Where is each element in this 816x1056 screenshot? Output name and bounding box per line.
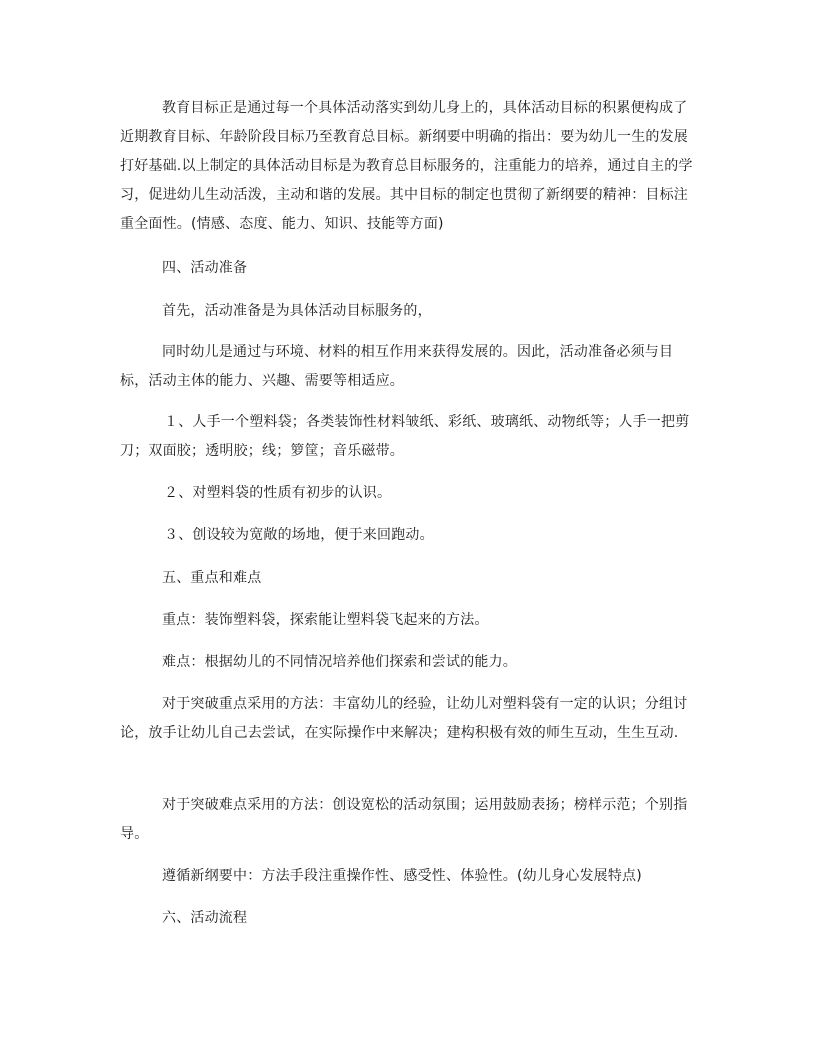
preparation-item-3: ３、创设较为宽敞的场地，便于来回跑动。 xyxy=(164,527,434,543)
paragraph-difficult-point: 难点：根据幼儿的不同情况培养他们探索和尝试的能力。 xyxy=(162,654,517,670)
paragraph-goal-explanation: 教育目标正是通过每一个具体活动落实到幼儿身上的，具体活动目标的积累便构成了近期教育目标、年龄阶段目标乃至教育总目标。新纲要中明确的指出：要为幼儿一生的发展打好基础.以上制定的具体活动目标是为教育总目标服务的，注重能力的培养，通过自主的学习，促进幼儿生动活泼，主动和谐的发展。其中目标的制定也贯彻了新纲要的精神：目标注重全面性。(情感、态度、能力、知识、技能等方面) xyxy=(120,100,693,232)
paragraph-key-point-methods: 对于突破重点采用的方法：丰富幼儿的经验，让幼儿对塑料袋有一定的认识；分组讨论，放手让幼儿自己去尝试，在实际操作中来解决；建构积极有效的师生互动，生生互动. xyxy=(120,696,688,741)
paragraph-preparation-environment: 同时幼儿是通过与环境、材料的相互作用来获得发展的。因此，活动准备必须与目标，活动主体的能力、兴趣、需要等相适应。 xyxy=(120,344,674,389)
heading-key-and-difficult-points: 五、重点和难点 xyxy=(162,570,262,586)
paragraph-preparation-intro: 首先，活动准备是为具体活动目标服务的， xyxy=(162,303,432,319)
heading-activity-process: 六、活动流程 xyxy=(162,910,248,926)
heading-activity-preparation: 四、活动准备 xyxy=(162,260,248,276)
paragraph-key-point: 重点：装饰塑料袋，探索能让塑料袋飞起来的方法。 xyxy=(162,612,489,628)
preparation-item-2: ２、对塑料袋的性质有初步的认识。 xyxy=(164,485,392,501)
paragraph-guideline-methods: 遵循新纲要中：方法手段注重操作性、感受性、体验性。(幼儿身心发展特点) xyxy=(162,868,642,884)
paragraph-difficult-point-methods: 对于突破难点采用的方法：创设宽松的活动氛围；运用鼓励表扬；榜样示范；个别指导。 xyxy=(120,797,688,842)
preparation-item-1: １、人手一个塑料袋；各类装饰性材料皱纸、彩纸、玻璃纸、动物纸等；人手一把剪刀；双面胶；透明胶；线；箩筐；音乐磁带。 xyxy=(120,414,690,459)
